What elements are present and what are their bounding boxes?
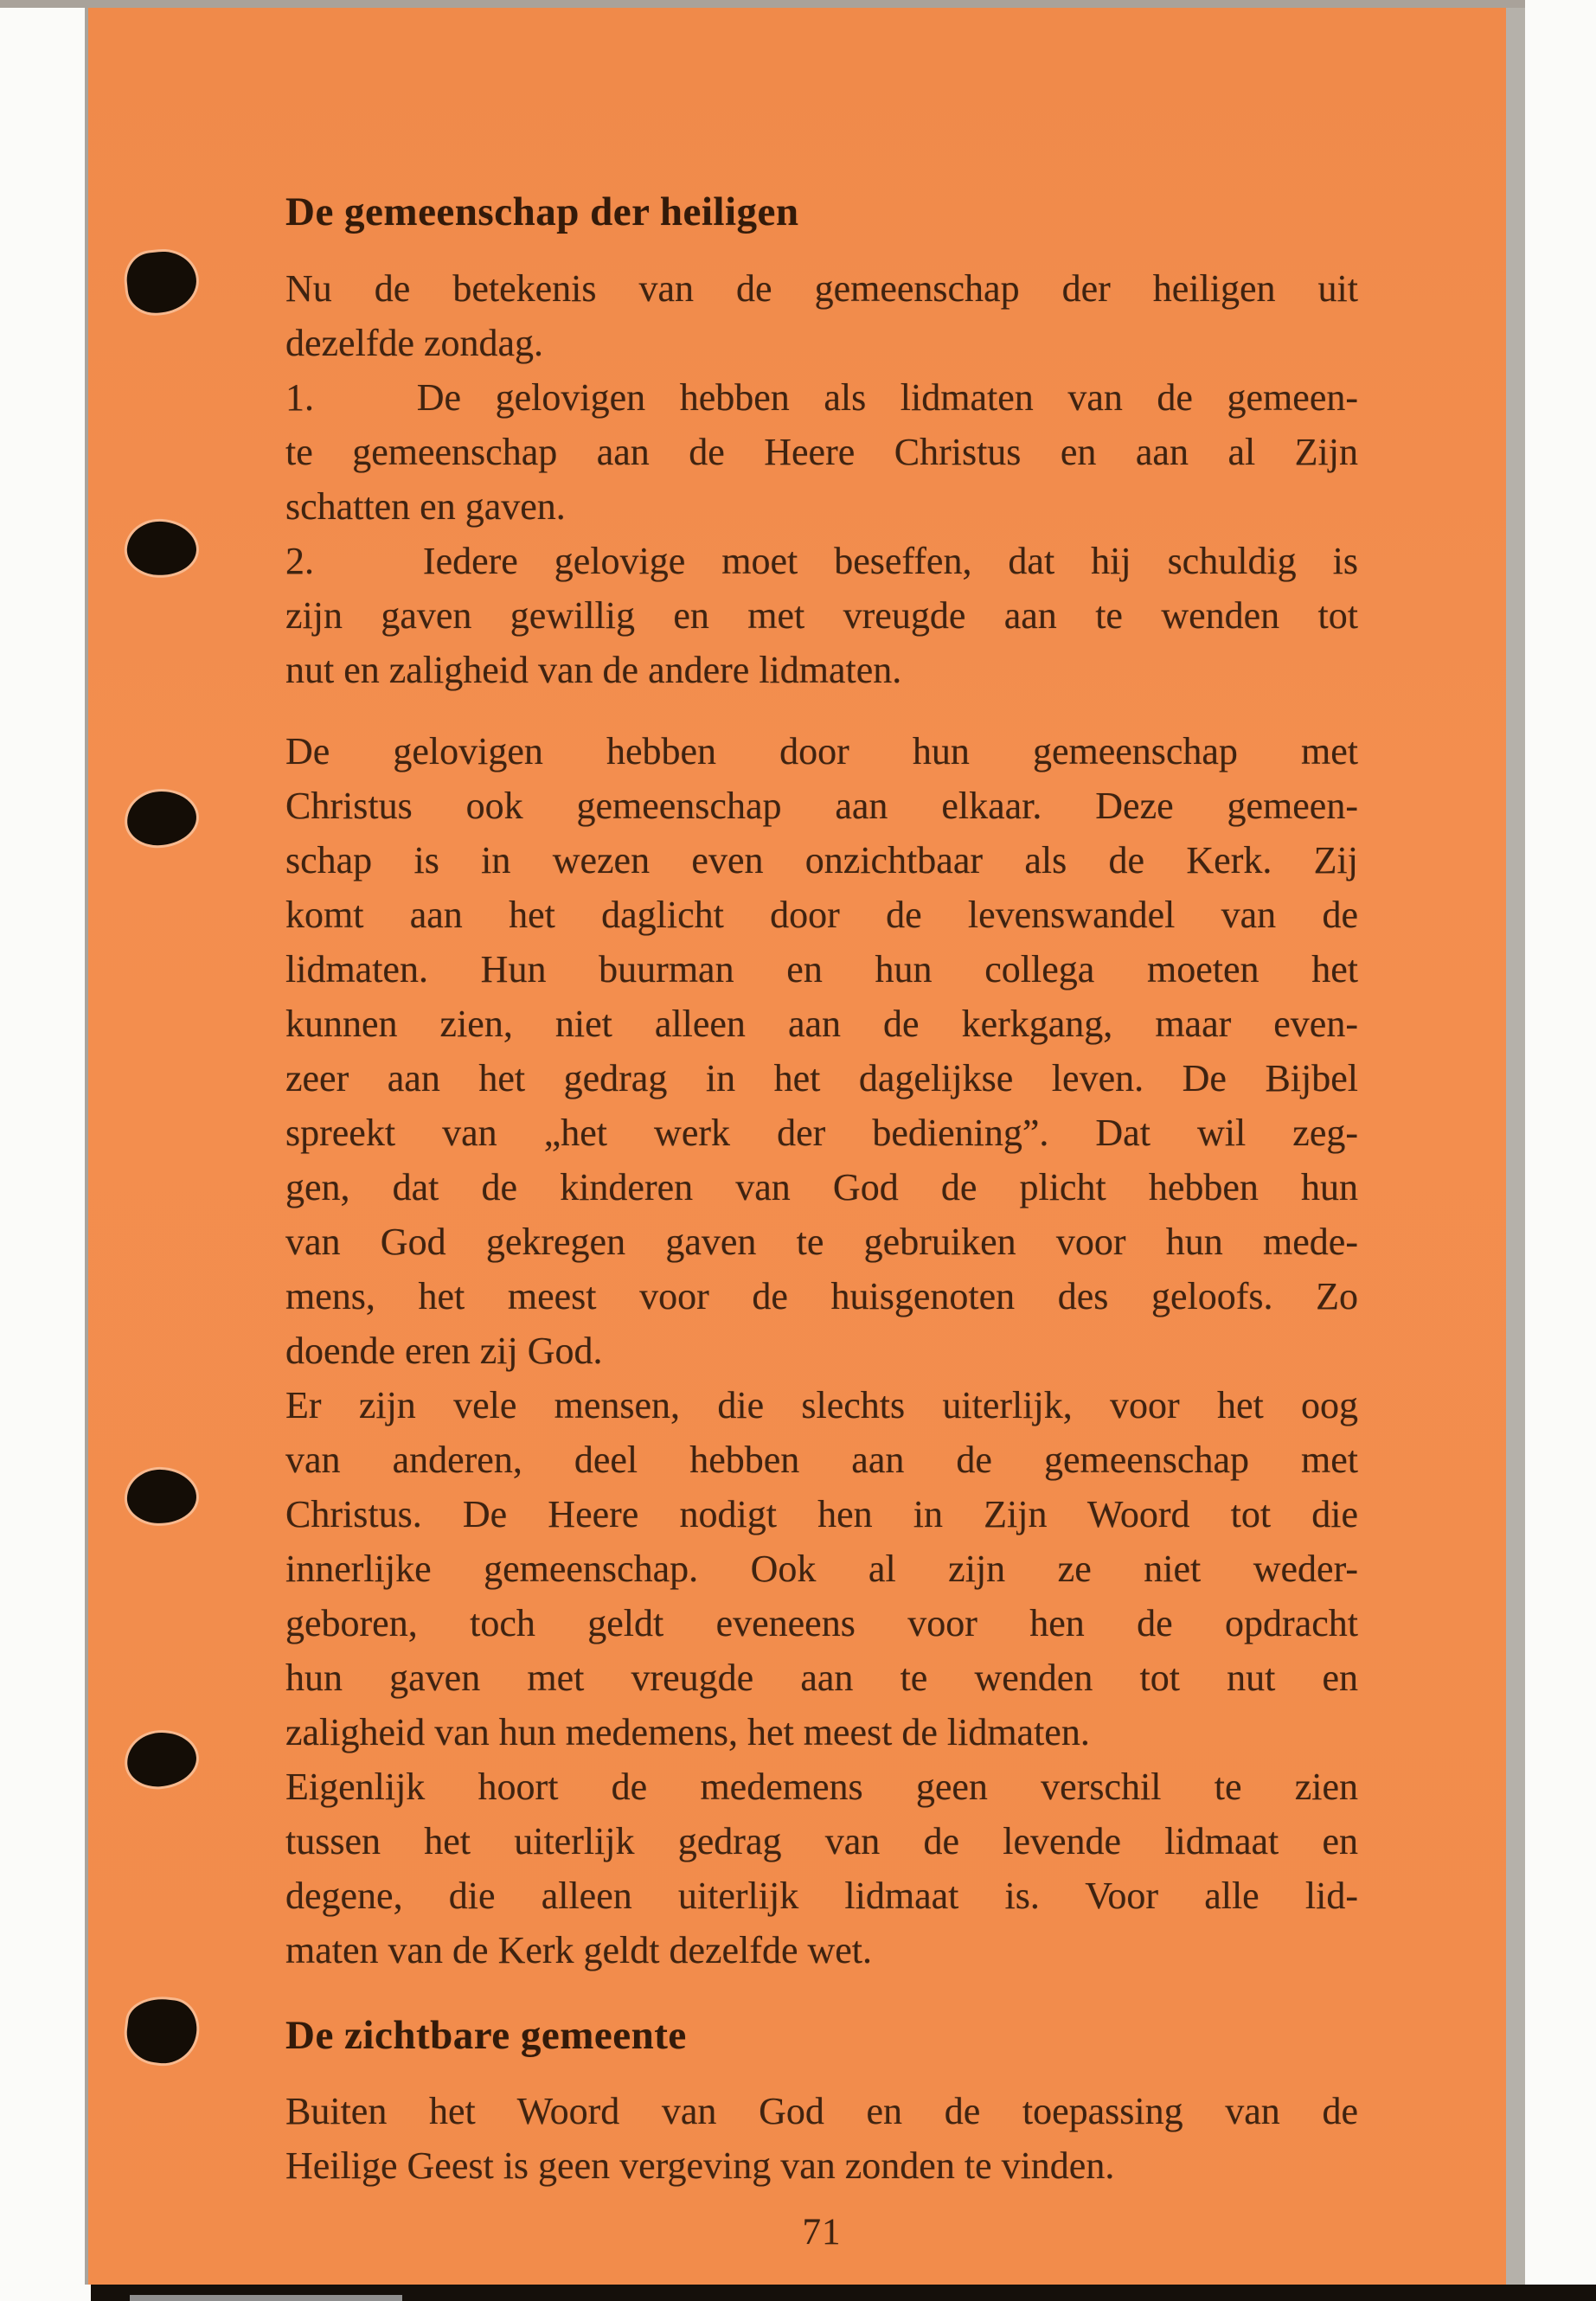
list-item-2-line: zijn gaven gewillig en met vreugde aan te wenden tot — [285, 594, 1358, 637]
list-item-1-line: schatten en gaven. — [285, 485, 566, 528]
punch-hole-icon — [126, 1469, 197, 1525]
body-line: van anderen, deel hebben aan de gemeenschap met — [285, 1439, 1358, 1481]
body-line: maten van de Kerk geldt dezelfde wet. — [285, 1929, 873, 1971]
section-heading-2: De zichtbare gemeente — [285, 2013, 687, 2058]
body-line: schap is in wezen even onzichtbaar als de Kerk. Zij — [285, 839, 1358, 881]
closing-line: Heilige Geest is geen vergeving van zonden te vinden. — [285, 2144, 1115, 2187]
body-line: tussen het uiterlijk gedrag van de levende lidmaat en — [285, 1820, 1358, 1862]
body-line: Eigenlijk hoort de medemens geen verschil te zien — [285, 1766, 1358, 1808]
list-item-2-line: 2. Iedere gelovige moet beseffen, dat hij schuldig is — [285, 540, 1358, 582]
body-line: mens, het meest voor de huisgenoten des geloofs. Zo — [285, 1275, 1358, 1317]
page-number: 71 — [802, 2212, 842, 2253]
spacer — [285, 2193, 1358, 2205]
spacer — [285, 240, 1358, 261]
body-line: van God gekregen gaven te gebruiken voor hun mede- — [285, 1221, 1358, 1263]
body-line: Christus. De Heere nodigt hen in Zijn Woord tot die — [285, 1493, 1358, 1535]
book-page — [85, 8, 1525, 2285]
list-item-1-line: 1. De gelovigen hebben als lidmaten van de gemeen- — [285, 376, 1358, 419]
body-line: spreekt van „het werk der bediening”. Dat wil zeg- — [285, 1112, 1358, 1154]
intro-line: dezelfde zondag. — [285, 322, 544, 364]
body-line: De gelovigen hebben door hun gemeenschap met — [285, 730, 1358, 772]
body-line: doende eren zij God. — [285, 1330, 603, 1372]
punch-hole-icon — [125, 1730, 198, 1788]
spacer — [285, 1977, 1358, 2009]
body-line: komt aan het daglicht door de levenswandel van de — [285, 894, 1358, 936]
punch-hole-icon — [125, 790, 197, 847]
scan-bottom-gray-segment — [130, 2295, 402, 2301]
scan-top-edge — [0, 0, 1525, 8]
body-line: geboren, toch geldt eveneens voor hen de opdracht — [285, 1602, 1358, 1644]
text-column — [285, 185, 1358, 2259]
body-line: Er zijn vele mensen, die slechts uiterlijk, voor het oog — [285, 1384, 1358, 1426]
punch-hole-icon — [125, 519, 198, 577]
spacer — [285, 2063, 1358, 2084]
list-item-1-line: te gemeenschap aan de Heere Christus en aan al Zijn — [285, 431, 1358, 473]
body-line: zeer aan het gedrag in het dagelijkse leven. De Bijbel — [285, 1057, 1358, 1099]
body-line: Christus ook gemeenschap aan elkaar. Deze gemeen- — [285, 785, 1358, 827]
punch-hole-icon — [125, 248, 200, 316]
body-line: kunnen zien, niet alleen aan de kerkgang, maar even- — [285, 1003, 1358, 1045]
intro-line: Nu de betekenis van de gemeenschap der heiligen uit — [285, 267, 1358, 310]
punch-hole-icon — [124, 1995, 200, 2067]
body-line: zaligheid van hun medemens, het meest de lidmaten. — [285, 1711, 1090, 1753]
body-line: degene, die alleen uiterlijk lidmaat is. Voor alle lid- — [285, 1875, 1358, 1917]
closing-line: Buiten het Woord van God en de toepassing van de — [285, 2090, 1358, 2132]
body-line: hun gaven met vreugde aan te wenden tot nut en — [285, 1657, 1358, 1699]
section-heading-1: De gemeenschap der heiligen — [285, 189, 799, 234]
body-line: lidmaten. Hun buurman en hun collega moeten het — [285, 948, 1358, 990]
body-line: gen, dat de kinderen van God de plicht hebben hun — [285, 1166, 1358, 1208]
spacer — [285, 697, 1358, 724]
body-line: innerlijke gemeenschap. Ook al zijn ze niet weder- — [285, 1548, 1358, 1590]
list-item-2-line: nut en zaligheid van de andere lidmaten. — [285, 649, 902, 691]
